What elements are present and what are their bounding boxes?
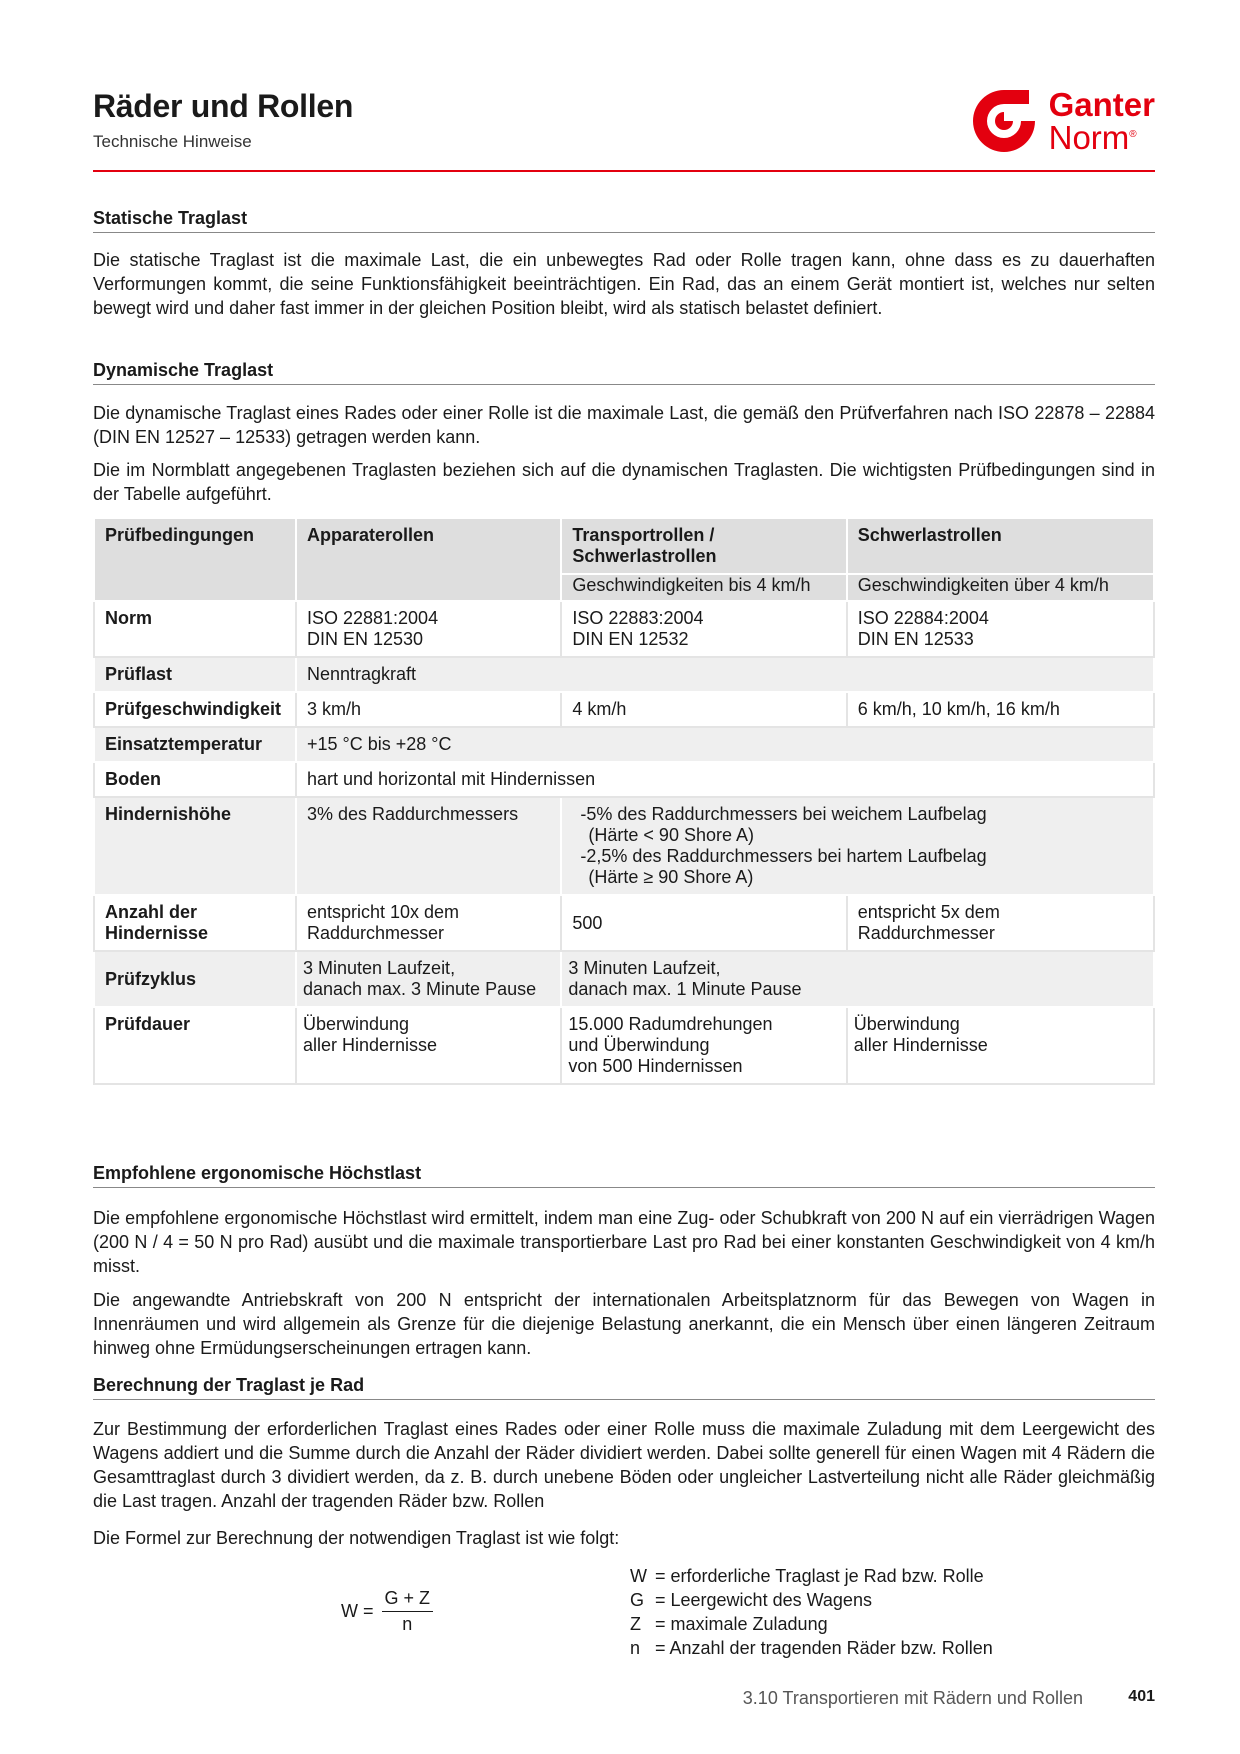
- row-label: Einsatztemperatur: [94, 727, 296, 762]
- table-cell: [561, 797, 1154, 895]
- table-row-test-cycle: [94, 951, 1154, 1007]
- footer-chapter: 3.10 Transportieren mit Rädern und Rollen: [742, 1688, 1083, 1708]
- cell-line: 3 Minuten Laufzeit,: [302, 958, 456, 978]
- table-row-norm: [94, 601, 1154, 657]
- header-rule: [93, 170, 1155, 172]
- table-header-cell: Transportrollen / Schwerlastrollen: [561, 518, 846, 574]
- logo-line2: Norm: [1048, 118, 1130, 156]
- cell-line: 3 Minuten Laufzeit,: [568, 958, 721, 978]
- paragraph-ergonomic-2: Die angewandte Antriebskraft von 200 N entspricht der internationalen Arbeitsplatznorm für das Bewegen von Wagen in Innenräumen und wird allgemein als Grenze für die diejenige Belastung anerkannt, die ein Mensch über einen längeren Zeitraum hinweg ohne Ermüdungserscheinungen ertragen kann.: [93, 1290, 1155, 1358]
- cell-line: Überwindung: [853, 1014, 960, 1034]
- cell-line: -5% des Raddurchmessers bei weichem Laufbelag: [580, 804, 987, 824]
- table-cell: 3% des Raddurchmessers: [296, 797, 561, 895]
- legend-symbol: n: [630, 1638, 641, 1658]
- table-cell: 6 km/h, 10 km/h, 16 km/h: [847, 692, 1154, 727]
- cell-line: Anzahl der: [105, 902, 198, 922]
- row-label: [94, 895, 296, 951]
- row-label: Prüflast: [94, 657, 296, 692]
- table-cell: [296, 895, 561, 951]
- cell-line: ISO 22884:2004: [857, 608, 989, 628]
- legend-item: [630, 1588, 993, 1612]
- cell-line: von 500 Hindernissen: [568, 1056, 743, 1076]
- table-row-temperature: [94, 727, 1154, 762]
- table-cell: Nenntragkraft: [296, 657, 1154, 692]
- row-label: Prüfzyklus: [94, 951, 296, 1007]
- table-header-cell: Prüfbedingungen: [94, 518, 296, 601]
- legend-description: = maximale Zuladung: [655, 1614, 828, 1634]
- heading-static-load: Statische Traglast: [93, 208, 1155, 233]
- row-label: Boden: [94, 762, 296, 797]
- table-cell: 4 km/h: [561, 692, 846, 727]
- table-cell: [847, 601, 1154, 657]
- table-cell: [561, 951, 1154, 1007]
- cell-line: und Überwindung: [568, 1035, 710, 1055]
- paragraph-ergonomic-1: Die empfohlene ergonomische Höchstlast wird ermittelt, indem man eine Zug- oder Schubkraft von 200 N auf ein vierrädrigen Wagen (200 N / 4 = 50 N pro Rad) ausübt und die maximale transportierbare Last pro Rad bei einer konstanten Geschwindigkeit von 4 km/h misst.: [93, 1208, 1155, 1276]
- legend-symbol: G: [630, 1590, 645, 1610]
- legend-description: = Leergewicht des Wagens: [655, 1590, 872, 1610]
- row-label: Hindernishöhe: [94, 797, 296, 895]
- ganter-norm-logo: [969, 86, 1155, 156]
- table-header-row: [94, 518, 1154, 574]
- load-formula: [341, 1588, 433, 1635]
- table-header-cell: Schwerlastrollen: [847, 518, 1154, 574]
- cell-line: danach max. 1 Minute Pause: [568, 979, 802, 999]
- cell-line: aller Hindernisse: [853, 1035, 988, 1055]
- cell-line: ISO 22883:2004: [572, 608, 704, 628]
- table-cell: [296, 951, 561, 1007]
- legend-description: = Anzahl der tragenden Räder bzw. Rollen: [655, 1638, 993, 1658]
- cell-line: (Härte ≥ 90 Shore A): [588, 867, 754, 887]
- table-cell: [847, 1007, 1154, 1084]
- legend-item: [630, 1636, 993, 1660]
- table-cell: [561, 601, 846, 657]
- table-row-speed: [94, 692, 1154, 727]
- table-subheader-cell: Geschwindigkeiten bis 4 km/h: [561, 574, 846, 601]
- paragraph-dynamic-load-1: Die dynamische Traglast eines Rades oder einer Rolle ist die maximale Last, die gemäß den Prüfverfahren nach ISO 22878 – 22884 (DIN EN 12527 – 12533) getragen werden kann.: [93, 403, 1155, 447]
- cell-line: aller Hindernisse: [302, 1035, 438, 1055]
- page-title: Räder und Rollen: [93, 88, 354, 124]
- cell-line: (Härte < 90 Shore A): [588, 825, 754, 845]
- formula-denominator: n: [402, 1614, 413, 1634]
- logo-reg: ®: [1129, 128, 1137, 140]
- cell-line: entspricht 10x dem: [306, 902, 460, 922]
- logo-line1: Ganter: [1048, 85, 1155, 123]
- cell-line: -2,5% des Raddurchmessers bei hartem Laufbelag: [580, 846, 987, 866]
- table-row-test-duration: [94, 1007, 1154, 1084]
- cell-line: DIN EN 12530: [306, 629, 424, 649]
- table-cell: [296, 601, 561, 657]
- table-row-obstacle-height: [94, 797, 1154, 895]
- table-cell: +15 °C bis +28 °C: [296, 727, 1154, 762]
- formula-legend: [630, 1564, 993, 1660]
- formula-lhs: W =: [341, 1601, 374, 1621]
- table-cell: hart und horizontal mit Hindernissen: [296, 762, 1154, 797]
- formula-fraction: [382, 1588, 434, 1635]
- formula-numerator: G + Z: [382, 1588, 434, 1612]
- paragraph-calculation-2: Die Formel zur Berechnung der notwendigen Traglast ist wie folgt:: [93, 1528, 620, 1548]
- heading-ergonomic-load: Empfohlene ergonomische Höchstlast: [93, 1163, 1155, 1188]
- table-cell: [296, 1007, 561, 1084]
- cell-line: Raddurchmesser: [857, 923, 995, 943]
- table-cell: [847, 895, 1154, 951]
- legend-symbol: Z: [630, 1614, 641, 1634]
- table-subheader-cell: Geschwindigkeiten über 4 km/h: [847, 574, 1154, 601]
- cell-line: Überwindung: [302, 1014, 410, 1034]
- legend-symbol: W: [630, 1566, 647, 1586]
- cell-line: entspricht 5x dem: [857, 902, 1000, 922]
- legend-item: [630, 1612, 993, 1636]
- table-cell: 500: [561, 895, 846, 951]
- heading-calculation: Berechnung der Traglast je Rad: [93, 1375, 1155, 1400]
- heading-dynamic-load: Dynamische Traglast: [93, 360, 1155, 385]
- legend-item: [630, 1564, 993, 1588]
- cell-line: DIN EN 12532: [572, 629, 689, 649]
- ganter-logo-icon: [969, 86, 1039, 156]
- legend-description: = erforderliche Traglast je Rad bzw. Rolle: [655, 1566, 984, 1586]
- cell-line: Raddurchmesser: [306, 923, 445, 943]
- cell-line: ISO 22881:2004: [306, 608, 439, 628]
- cell-line: Hindernisse: [105, 923, 209, 943]
- row-label: Prüfgeschwindigkeit: [94, 692, 296, 727]
- logo-text: [1048, 85, 1155, 156]
- cell-line: DIN EN 12533: [857, 629, 974, 649]
- row-label: Norm: [94, 601, 296, 657]
- page-subtitle: Technische Hinweise: [93, 132, 252, 151]
- table-cell: 3 km/h: [296, 692, 561, 727]
- table-row-floor: [94, 762, 1154, 797]
- paragraph-calculation-1: Zur Bestimmung der erforderlichen Traglast eines Rades oder einer Rolle muss die maximale Zuladung mit dem Leergewicht des Wagens addiert und die Summe durch die Anzahl der Räder dividiert werden. Dabei sollte generell für einen Wagen mit 4 Rädern die Gesamttraglast durch 3 dividiert werden, da z. B. durch unebene Böden oder ungleicher Lastverteilung nicht alle Räder gleichmäßig die Last tragen. Anzahl der tragenden Räder bzw. Rollen: [93, 1419, 1155, 1511]
- test-conditions-table: [93, 517, 1155, 1085]
- table-header-cell: Apparaterollen: [296, 518, 561, 601]
- page-number: 401: [1128, 1688, 1155, 1705]
- cell-line: 15.000 Radumdrehungen: [568, 1014, 773, 1034]
- table-row-prueflast: [94, 657, 1154, 692]
- paragraph-dynamic-load-2: Die im Normblatt angegebenen Traglasten beziehen sich auf die dynamischen Traglasten. Die wichtigsten Prüfbedingungen sind in der Tabelle aufgeführt.: [93, 460, 1155, 504]
- cell-line: danach max. 3 Minute Pause: [302, 979, 537, 999]
- row-label: Prüfdauer: [94, 1007, 296, 1084]
- table-cell: [561, 1007, 846, 1084]
- paragraph-static-load: Die statische Traglast ist die maximale Last, die ein unbewegtes Rad oder Rolle tragen kann, ohne dass es zu dauerhaften Verformungen kommt, die seine Funktionsfähigkeit beeinträchtigen. Ein Rad, das an einem Gerät montiert ist, welches nur selten bewegt wird und daher fast immer in der gleichen Position bleibt, wird als statisch belastet definiert.: [93, 250, 1155, 318]
- table-row-obstacle-count: [94, 895, 1154, 951]
